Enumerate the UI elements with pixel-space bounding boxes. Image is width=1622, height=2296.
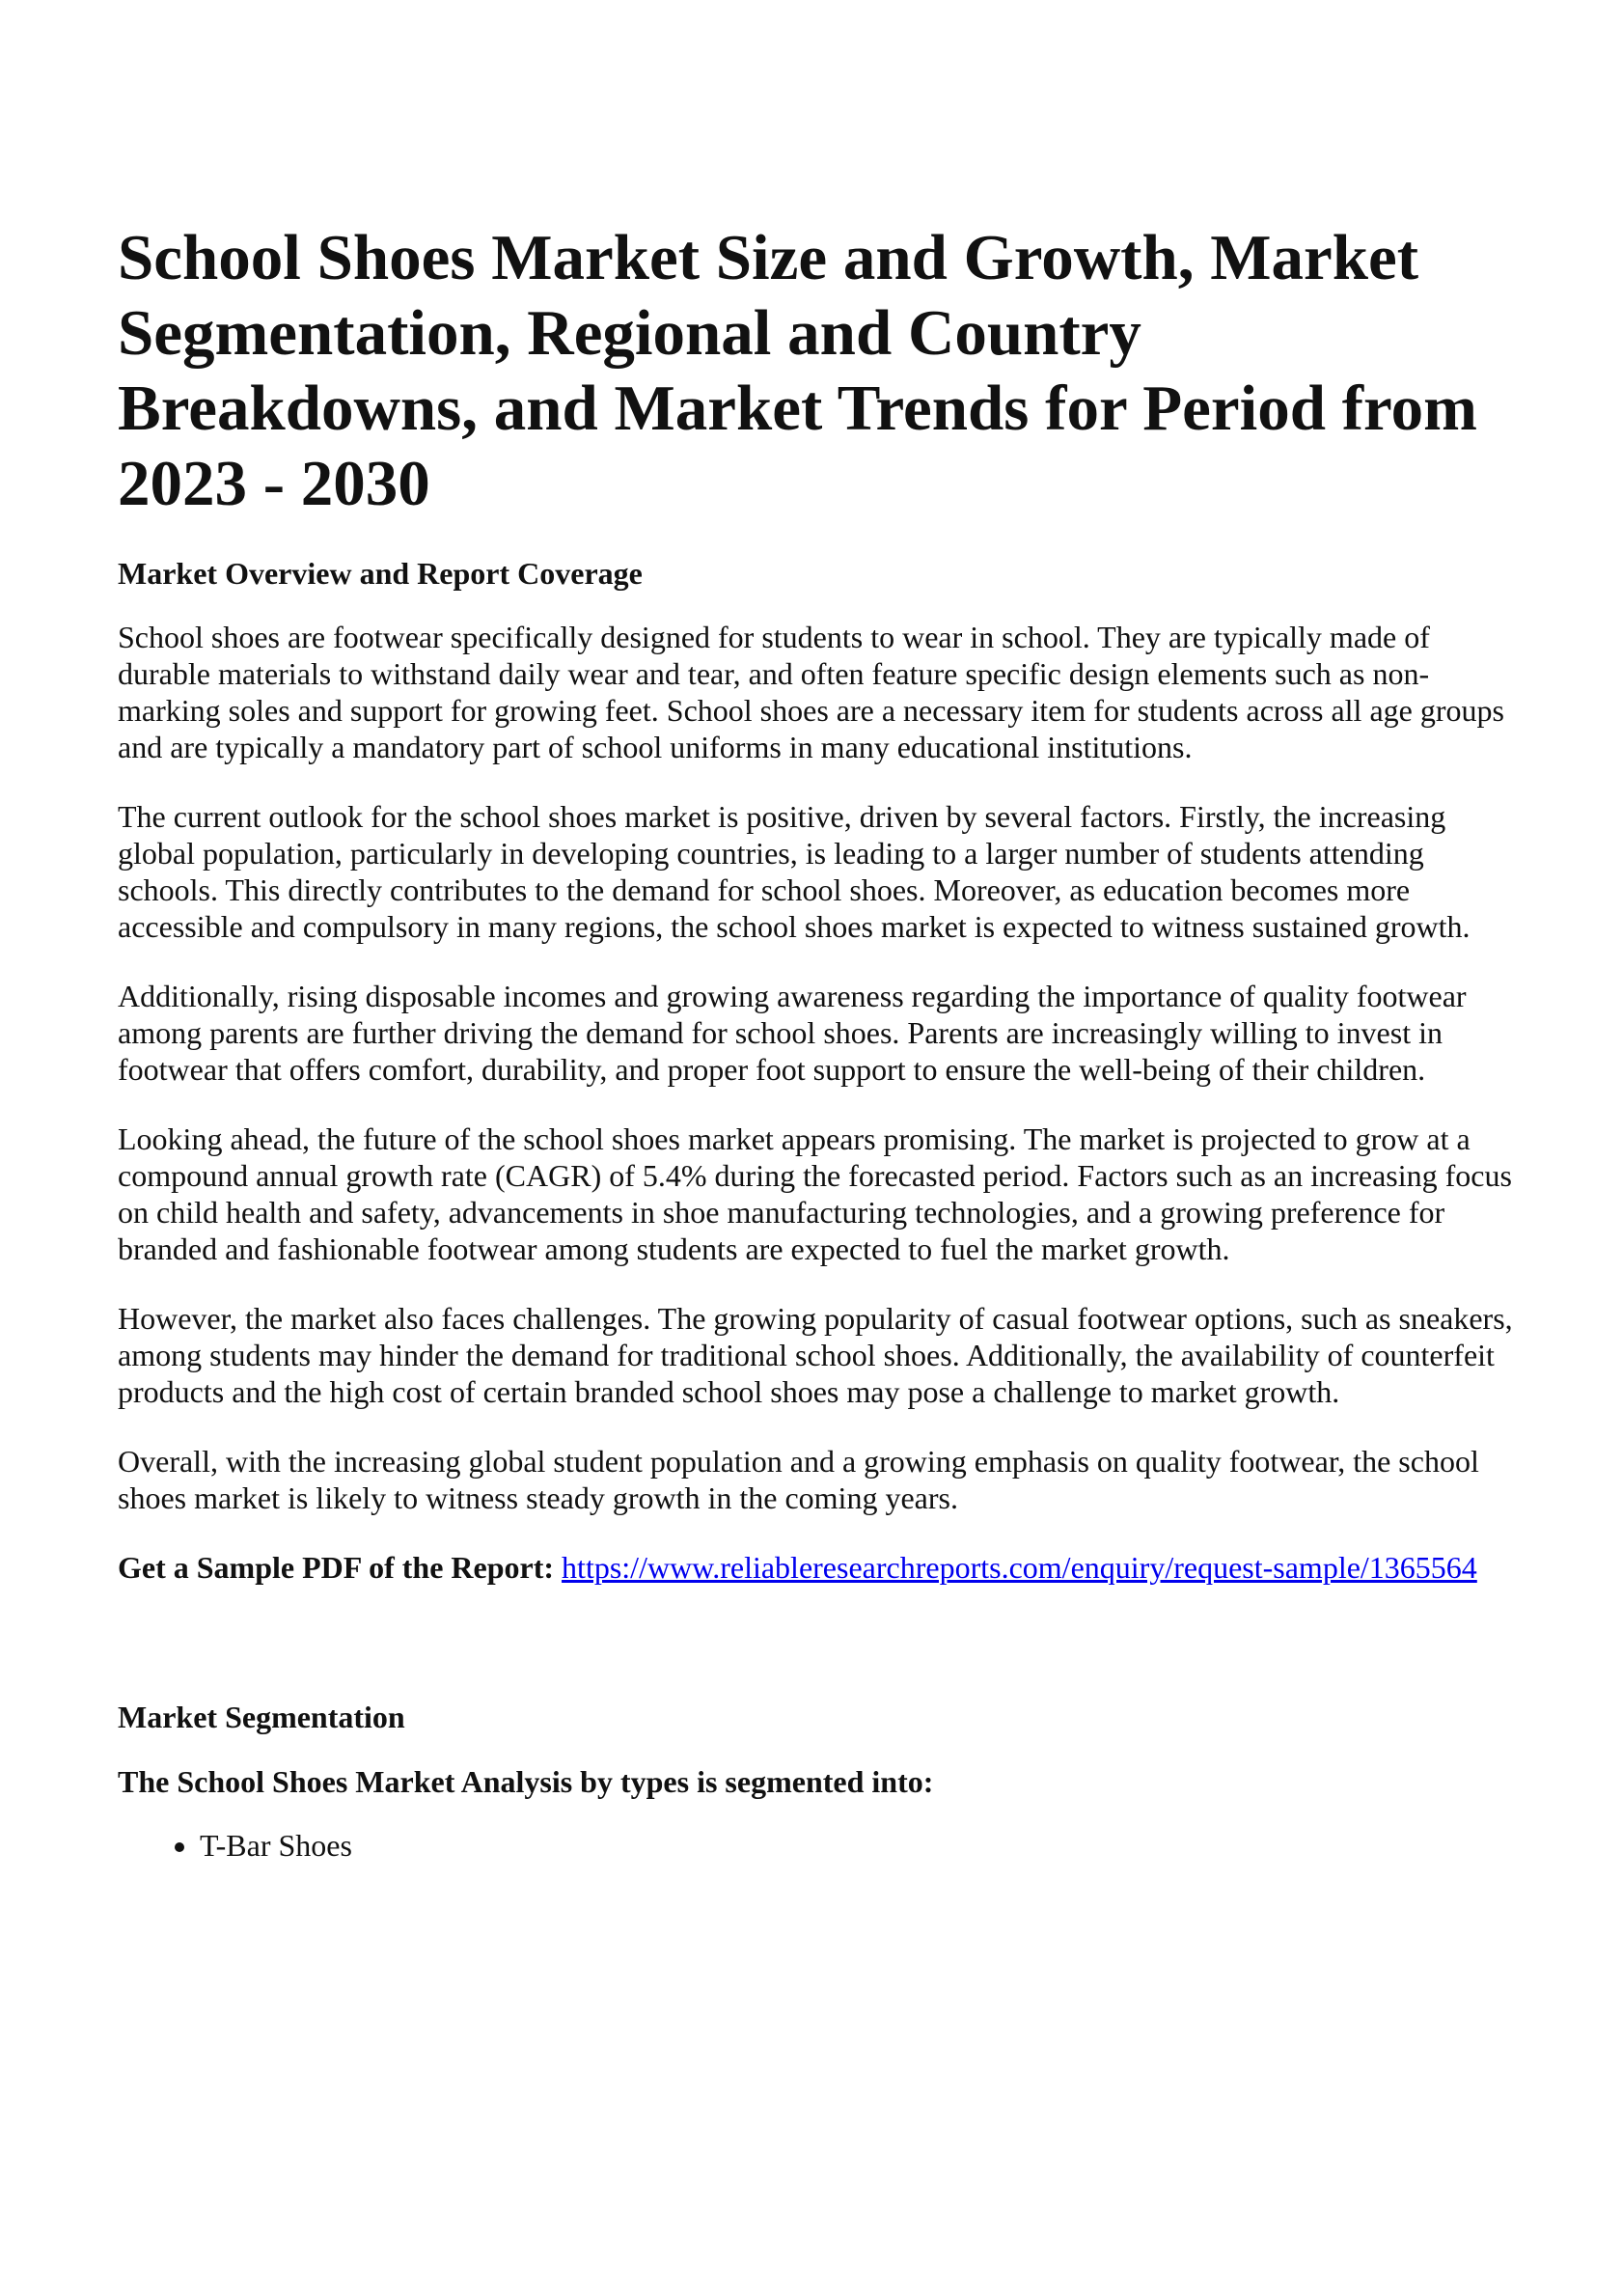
sample-request-line xyxy=(118,1549,1517,1586)
types-heading: The School Shoes Market Analysis by types is segmented into: xyxy=(118,1764,934,1799)
overview-paragraph: Additionally, rising disposable incomes and growing awareness regarding the importance of quality footwear among parents are further driving the demand for school shoes. Parents are increasingly willing to invest in footwear that offers comfort, durability, and proper foot support to ensure the well-being of their children. xyxy=(118,979,1467,1087)
sample-pdf-label: Get a Sample PDF of the Report: xyxy=(118,1550,555,1585)
types-list xyxy=(118,1827,1517,1864)
overview-paragraph: Looking ahead, the future of the school shoes market appears promising. The market is projected to grow at a compound annual growth rate (CAGR) of 5.4% during the forecasted period. Factors such as an increasing focus on child health and safety, advancements in shoe manufacturing technologies, and a growing preference for branded and fashionable footwear among students are expected to fuel the market growth. xyxy=(118,1121,1512,1266)
overview-paragraph: The current outlook for the school shoes market is positive, driven by several factors. Firstly, the increasing global population, particularly in developing countries, is leading to a larger number of students attending schools. This directly contributes to the demand for school shoes. Moreover, as education becomes more accessible and compulsory in many regions, the school shoes market is expected to witness sustained growth. xyxy=(118,799,1471,944)
overview-paragraph: School shoes are footwear specifically designed for students to wear in school. They are typically made of durable materials to withstand daily wear and tear, and often feature specific design elements such as non-marking soles and support for growing feet. School shoes are a necessary item for students across all age groups and are typically a mandatory part of school uniforms in many educational institutions. xyxy=(118,620,1504,764)
segmentation-heading: Market Segmentation xyxy=(118,1700,405,1734)
overview-paragraph: Overall, with the increasing global student population and a growing emphasis on quality footwear, the school shoes market is likely to witness steady growth in the coming years. xyxy=(118,1444,1479,1515)
list-item: • T-Bar Shoes xyxy=(200,1827,1517,1864)
report-title: School Shoes Market Size and Growth, Market Segmentation, Regional and Country Breakdowns, and Market Trends for Period from 2023 - 2030 xyxy=(118,222,1477,519)
section-spacer xyxy=(118,1586,1517,1698)
document-page xyxy=(118,220,1517,1864)
overview-heading: Market Overview and Report Coverage xyxy=(118,556,643,591)
overview-paragraph: However, the market also faces challenges. The growing popularity of casual footwear options, such as sneakers, among students may hinder the demand for traditional school shoes. Additionally, the availability of counterfeit products and the high cost of certain branded school shoes may pose a challenge to market growth. xyxy=(118,1301,1513,1409)
sample-pdf-link[interactable]: https://www.reliableresearchreports.com/enquiry/request-sample/1365564 xyxy=(562,1550,1477,1585)
